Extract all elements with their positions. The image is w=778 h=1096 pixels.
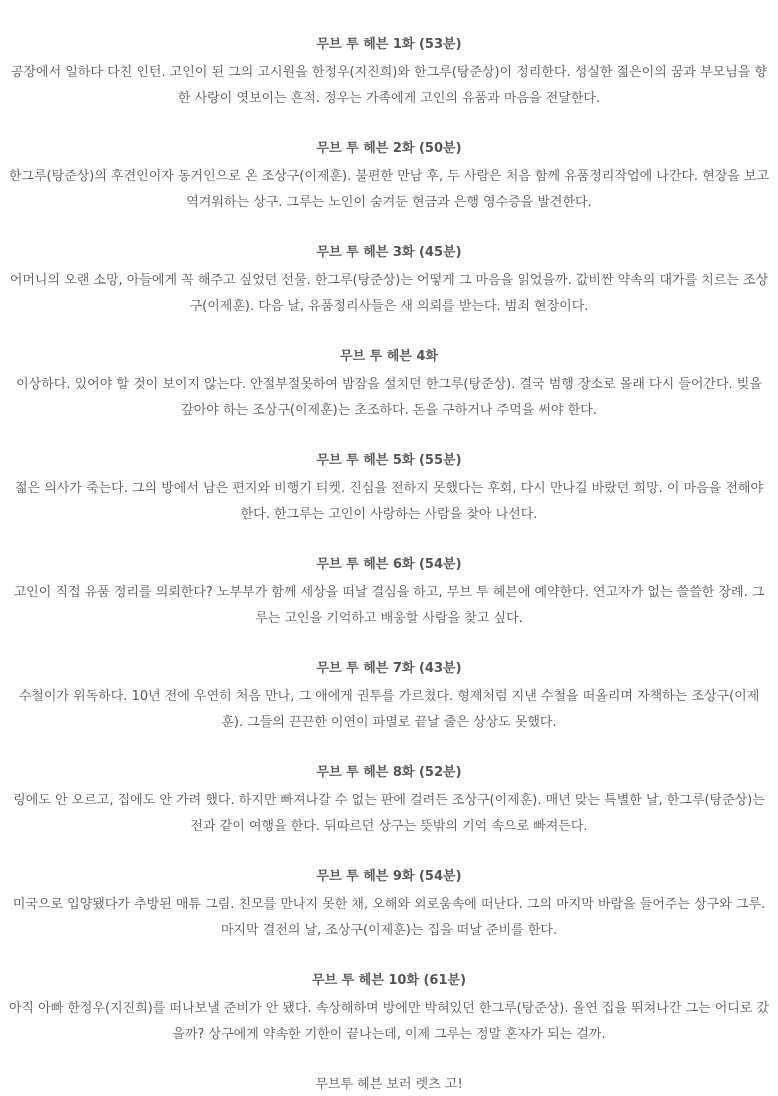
episode-title: 무브 투 헤븐 8화 (52분) xyxy=(316,765,462,780)
episode-7 xyxy=(0,658,778,736)
episode-description: 고인이 직접 유품 정리를 의뢰한다? 노부부가 함께 세상을 떠날 결심을 하고, 무브 투 헤븐에 예약한다. 연고자가 없는 쓸쓸한 장례. 그루는 고인을 기억하고 배웅할 사람을 찾고 싶다. xyxy=(13,585,765,626)
episode-6 xyxy=(0,554,778,632)
episode-title: 무브 투 헤븐 5화 (55분) xyxy=(316,453,462,468)
episode-5 xyxy=(0,450,778,528)
episode-description: 이상하다. 있어야 할 것이 보이지 않는다. 안절부절못하여 밤잠을 설치던 한그루(탕준상). 결국 범행 장소로 몰래 다시 들어간다. 빚을 갚아야 하는 조상구(이제훈)는 초조하다. 돈을 구하거나 주먹을 써야 한다. xyxy=(16,377,762,418)
episode-2 xyxy=(0,138,778,216)
episode-description: 수철이가 위독하다. 10년 전에 우연히 처음 만나, 그 애에게 권투를 가르쳤다. 형제처럼 지낸 수철을 떠올리며 자책하는 조상구(이제훈). 그들의 끈끈한 이연이 파멸로 끝날 줄은 상상도 못했다. xyxy=(18,689,760,730)
episode-title: 무브 투 헤븐 7화 (43분) xyxy=(316,661,462,676)
closing-line: 무브투 헤븐 보러 렛츠 고! xyxy=(315,1077,463,1092)
episode-3 xyxy=(0,242,778,320)
episode-title: 무브 투 헤븐 10화 (61분) xyxy=(311,973,467,988)
episode-description: 한그루(탕준상)의 후견인이자 동거인으로 온 조상구(이제훈). 불편한 만남 후, 두 사람은 처음 함께 유품정리작업에 나간다. 현장을 보고 역겨워하는 상구. 그루는 노인이 숨겨둔 현금과 은행 영수증을 발견한다. xyxy=(8,169,770,210)
episode-description: 미국으로 입양됐다가 추방된 매튜 그림. 친모를 만나지 못한 채, 오해와 외로움속에 떠난다. 그의 마지막 바람을 들어주는 상구와 그루. 마지막 결전의 날, 조상구(이제훈)는 집을 떠날 준비를 한다. xyxy=(12,897,766,938)
episode-description: 링에도 안 오르고, 집에도 안 가려 했다. 하지만 빠져나갈 수 없는 판에 걸려든 조상구(이제훈). 매년 맞는 특별한 날, 한그루(탕준상)는 전과 같이 여행을 한다. 뒤따르던 상구는 뜻밖의 기억 속으로 빠져든다. xyxy=(13,793,765,834)
episode-title: 무브 투 헤븐 2화 (50분) xyxy=(316,141,462,156)
episode-title: 무브 투 헤븐 3화 (45분) xyxy=(316,245,462,260)
episode-title: 무브 투 헤븐 9화 (54분) xyxy=(316,869,462,884)
episode-9 xyxy=(0,866,778,944)
episode-title: 무브 투 헤븐 6화 (54분) xyxy=(316,557,462,572)
episode-title: 무브 투 헤븐 4화 xyxy=(340,349,438,364)
episode-8 xyxy=(0,762,778,840)
episode-10 xyxy=(0,970,778,1048)
episode-title: 무브 투 헤븐 1화 (53분) xyxy=(316,37,462,52)
episode-description: 어머니의 오랜 소망, 아들에게 꼭 해주고 싶었던 선물. 한그루(탕준상)는 어떻게 그 마음을 읽었을까. 값비싼 약속의 대가를 치르는 조상구(이제훈). 다음 날, 유품정리사들은 새 의뢰를 받는다. 범죄 현장이다. xyxy=(9,273,769,314)
episode-description: 젊은 의사가 죽는다. 그의 방에서 남은 편지와 비행기 티켓. 진심을 전하지 못했다는 후회, 다시 만나길 바랐던 희망. 이 마음을 전해야 한다. 한그루는 고인이 사랑하는 사람을 찾아 나선다. xyxy=(14,481,764,522)
episode-4 xyxy=(0,346,778,424)
episode-description: 공장에서 일하다 다친 인턴. 고인이 된 그의 고시원을 한정우(지진희)와 한그루(탕준상)이 정리한다. 성실한 젊은이의 꿈과 부모님을 향한 사랑이 엿보이는 흔적. 정우는 가족에게 고인의 유품과 마음을 전달한다. xyxy=(10,65,768,106)
episode-1 xyxy=(0,34,778,112)
episode-description: 아직 아빠 한정우(지진희)를 떠나보낼 준비가 안 됐다. 속상해하며 방에만 박혀있던 한그루(탕준상). 올연 집을 뛰쳐나간 그는 어디로 갔을까? 상구에게 약속한 기한이 끝나는데, 이제 그루는 정말 혼자가 되는 걸까. xyxy=(8,1001,770,1042)
